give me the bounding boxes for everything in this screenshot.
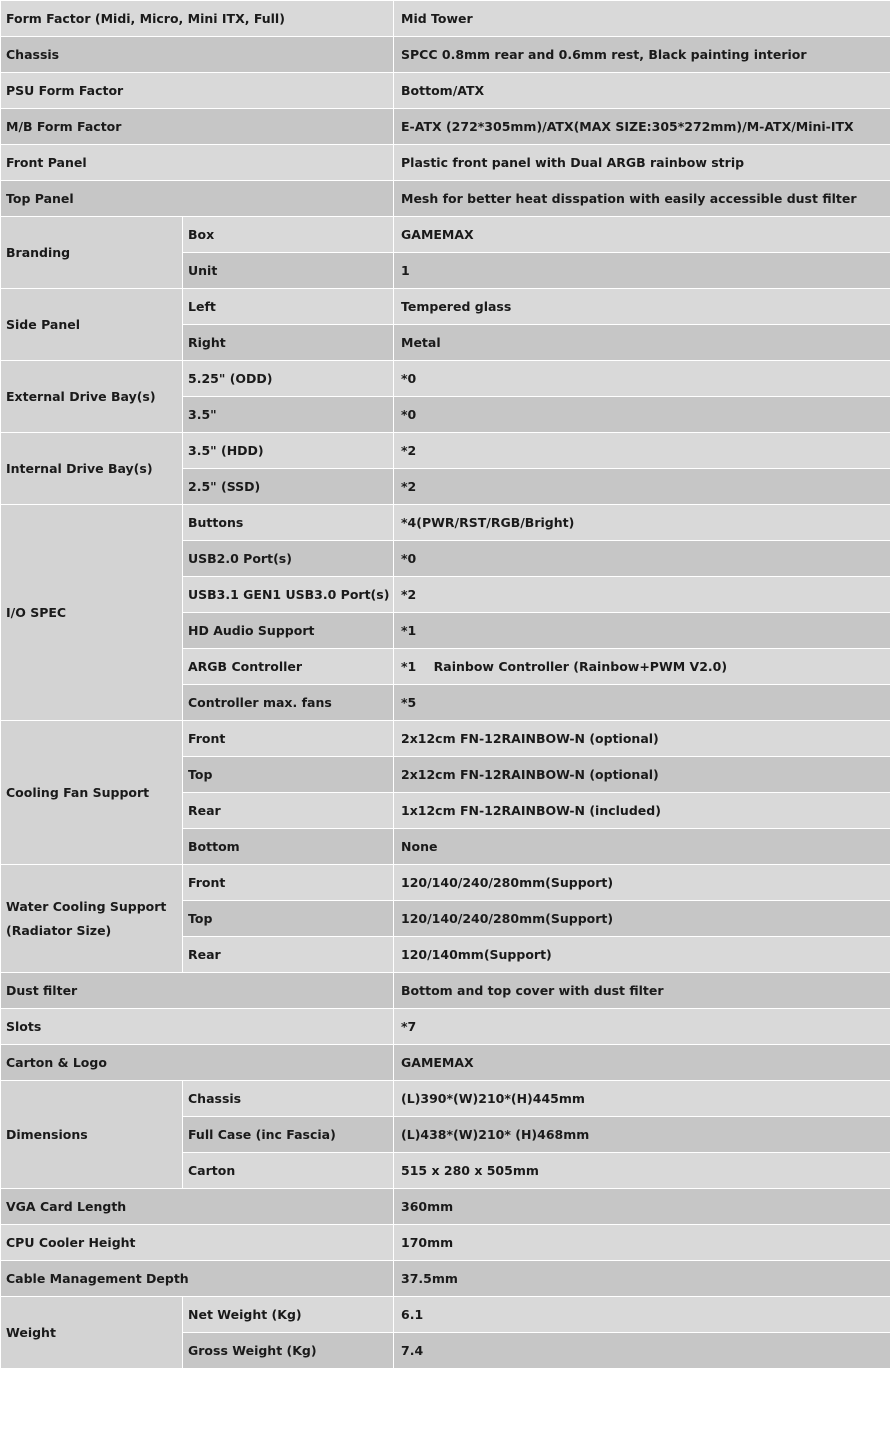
spec-value: Bottom/ATX <box>394 73 890 109</box>
spec-label: CPU Cooler Height <box>1 1225 394 1261</box>
spec-value: E-ATX (272*305mm)/ATX(MAX SIZE:305*272mm)/M-ATX/Mini-ITX <box>394 109 890 145</box>
sub-label: Top <box>183 901 394 937</box>
spec-value: Plastic front panel with Dual ARGB rainbow strip <box>394 145 890 181</box>
sub-label: Full Case (inc Fascia) <box>183 1117 394 1153</box>
sub-label: USB2.0 Port(s) <box>183 541 394 577</box>
sub-label: Left <box>183 289 394 325</box>
spec-value: *2 <box>394 433 890 469</box>
spec-label: VGA Card Length <box>1 1189 394 1225</box>
group-label: Side Panel <box>1 289 183 361</box>
spec-value: 515 x 280 x 505mm <box>394 1153 890 1189</box>
group-label: Weight <box>1 1297 183 1369</box>
spec-table-body <box>1 1 890 1369</box>
spec-value: *1 Rainbow Controller (Rainbow+PWM V2.0) <box>394 649 890 685</box>
table-row <box>1 73 890 109</box>
sub-label: Right <box>183 325 394 361</box>
table-row <box>1 505 890 541</box>
group-label: Internal Drive Bay(s) <box>1 433 183 505</box>
sub-label: 3.5" (HDD) <box>183 433 394 469</box>
sub-label: Gross Weight (Kg) <box>183 1333 394 1369</box>
spec-value: 1 <box>394 253 890 289</box>
spec-value: Mid Tower <box>394 1 890 37</box>
spec-value: *0 <box>394 397 890 433</box>
table-row <box>1 37 890 73</box>
table-row <box>1 1045 890 1081</box>
table-row <box>1 1261 890 1297</box>
spec-value: Bottom and top cover with dust filter <box>394 973 890 1009</box>
sub-label: ARGB Controller <box>183 649 394 685</box>
spec-value: 2x12cm FN-12RAINBOW-N (optional) <box>394 721 890 757</box>
spec-value: 1x12cm FN-12RAINBOW-N (included) <box>394 793 890 829</box>
spec-value: Tempered glass <box>394 289 890 325</box>
group-label: Dimensions <box>1 1081 183 1189</box>
spec-label: Slots <box>1 1009 394 1045</box>
spec-value: 6.1 <box>394 1297 890 1333</box>
sub-label: Front <box>183 865 394 901</box>
spec-value: Metal <box>394 325 890 361</box>
spec-value: *0 <box>394 361 890 397</box>
table-row <box>1 973 890 1009</box>
spec-value: GAMEMAX <box>394 217 890 253</box>
spec-value: *5 <box>394 685 890 721</box>
table-row <box>1 1189 890 1225</box>
spec-value: *4(PWR/RST/RGB/Bright) <box>394 505 890 541</box>
spec-value: *1 <box>394 613 890 649</box>
sub-label: Controller max. fans <box>183 685 394 721</box>
spec-value: *7 <box>394 1009 890 1045</box>
spec-value: 2x12cm FN-12RAINBOW-N (optional) <box>394 757 890 793</box>
group-label: Water Cooling Support (Radiator Size) <box>1 865 183 973</box>
group-label: External Drive Bay(s) <box>1 361 183 433</box>
table-row <box>1 721 890 757</box>
group-label: Cooling Fan Support <box>1 721 183 865</box>
sub-label: Bottom <box>183 829 394 865</box>
table-row <box>1 289 890 325</box>
group-label: Branding <box>1 217 183 289</box>
table-row <box>1 1297 890 1333</box>
spec-label: Dust filter <box>1 973 394 1009</box>
sub-label: Rear <box>183 937 394 973</box>
spec-value: (L)438*(W)210* (H)468mm <box>394 1117 890 1153</box>
sub-label: Box <box>183 217 394 253</box>
sub-label: Buttons <box>183 505 394 541</box>
sub-label: Chassis <box>183 1081 394 1117</box>
table-row <box>1 1 890 37</box>
spec-value: 37.5mm <box>394 1261 890 1297</box>
table-row <box>1 1225 890 1261</box>
spec-label: Carton & Logo <box>1 1045 394 1081</box>
spec-label: Top Panel <box>1 181 394 217</box>
spec-value: *0 <box>394 541 890 577</box>
table-row <box>1 181 890 217</box>
table-row <box>1 217 890 253</box>
spec-value: 120/140/240/280mm(Support) <box>394 865 890 901</box>
spec-value: *2 <box>394 577 890 613</box>
table-row <box>1 361 890 397</box>
sub-label: Carton <box>183 1153 394 1189</box>
sub-label: 2.5" (SSD) <box>183 469 394 505</box>
spec-value: 120/140mm(Support) <box>394 937 890 973</box>
sub-label: HD Audio Support <box>183 613 394 649</box>
spec-value: None <box>394 829 890 865</box>
spec-value: GAMEMAX <box>394 1045 890 1081</box>
table-row <box>1 1081 890 1117</box>
sub-label: Top <box>183 757 394 793</box>
table-row <box>1 109 890 145</box>
table-row <box>1 1009 890 1045</box>
table-row <box>1 145 890 181</box>
spec-value: SPCC 0.8mm rear and 0.6mm rest, Black painting interior <box>394 37 890 73</box>
spec-value: 7.4 <box>394 1333 890 1369</box>
spec-label: PSU Form Factor <box>1 73 394 109</box>
sub-label: 3.5" <box>183 397 394 433</box>
sub-label: Front <box>183 721 394 757</box>
spec-value: Mesh for better heat disspation with easily accessible dust filter <box>394 181 890 217</box>
spec-value: (L)390*(W)210*(H)445mm <box>394 1081 890 1117</box>
spec-value: 120/140/240/280mm(Support) <box>394 901 890 937</box>
table-row <box>1 865 890 901</box>
sub-label: Unit <box>183 253 394 289</box>
spec-label: Form Factor (Midi, Micro, Mini ITX, Full) <box>1 1 394 37</box>
spec-label: Front Panel <box>1 145 394 181</box>
spec-label: Cable Management Depth <box>1 1261 394 1297</box>
table-row <box>1 433 890 469</box>
sub-label: 5.25" (ODD) <box>183 361 394 397</box>
spec-value: 360mm <box>394 1189 890 1225</box>
spec-value: 170mm <box>394 1225 890 1261</box>
group-label: I/O SPEC <box>1 505 183 721</box>
sub-label: USB3.1 GEN1 USB3.0 Port(s) <box>183 577 394 613</box>
spec-label: Chassis <box>1 37 394 73</box>
spec-label: M/B Form Factor <box>1 109 394 145</box>
sub-label: Net Weight (Kg) <box>183 1297 394 1333</box>
sub-label: Rear <box>183 793 394 829</box>
spec-value: *2 <box>394 469 890 505</box>
